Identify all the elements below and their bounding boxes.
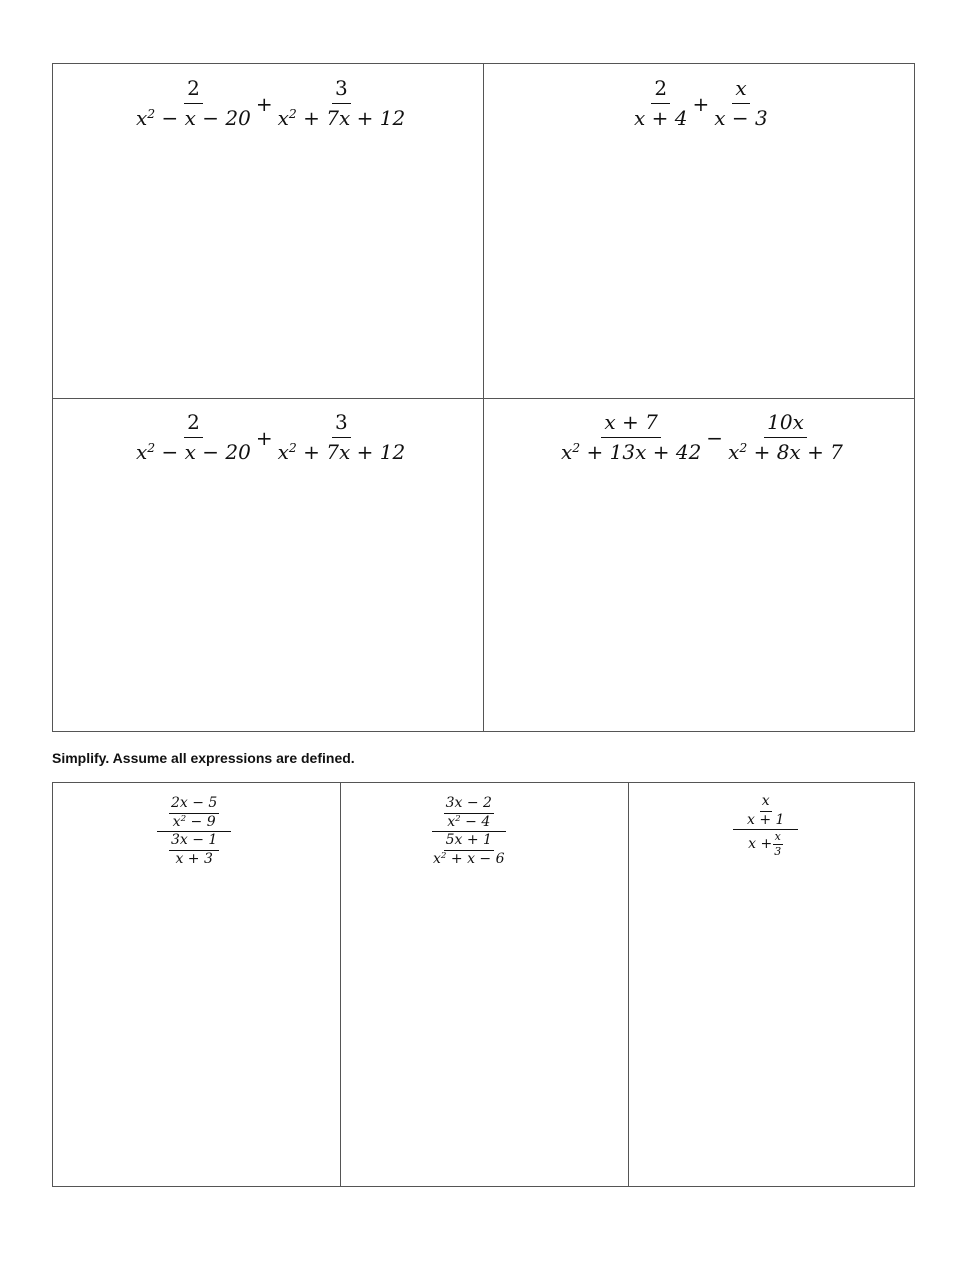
numerator: x + 7 — [601, 408, 660, 438]
instruction-text: Simplify. Assume all expressions are defined. — [52, 750, 355, 766]
denominator: x + 3 — [175, 850, 213, 867]
fraction — [275, 408, 409, 467]
problem-grid-top — [52, 63, 915, 732]
numerator: 10x — [764, 408, 807, 438]
fraction — [711, 74, 770, 133]
operator: + — [255, 425, 273, 450]
denominator: 3 — [774, 844, 782, 858]
denominator: $x^2 + 7x + 12$ — [277, 106, 406, 130]
complex-fraction-1 — [157, 795, 231, 868]
denominator: x + 4 — [634, 106, 688, 130]
grid-divider-horizontal — [53, 398, 914, 399]
denominator: $x^2 - x - 20$ — [136, 106, 251, 130]
numerator: 5x + 1 — [444, 832, 494, 851]
main-numerator — [733, 793, 798, 830]
denominator: $x^2 + 13x + 42$ — [561, 440, 702, 464]
numerator: x — [774, 830, 781, 843]
numerator: 2x − 5 — [169, 795, 219, 814]
main-fraction — [157, 795, 231, 868]
fraction — [275, 74, 409, 133]
fraction — [725, 408, 846, 467]
problem-3-expression — [133, 408, 408, 467]
numerator: 3 — [332, 74, 351, 104]
operator: + — [255, 91, 273, 116]
fraction — [133, 74, 254, 133]
denominator: $x^2 + 8x + 7$ — [728, 440, 843, 464]
numerator: 3 — [332, 408, 351, 438]
fraction — [169, 795, 219, 831]
fraction — [169, 832, 219, 868]
fraction — [745, 793, 786, 829]
problem-4-expression — [558, 408, 846, 467]
main-numerator — [432, 795, 506, 832]
main-fraction — [429, 795, 509, 868]
fraction — [558, 408, 704, 467]
numerator: 2 — [651, 74, 670, 104]
complex-fraction-2 — [429, 795, 509, 868]
operator: − — [706, 425, 724, 450]
grid-divider-vertical — [628, 783, 629, 1186]
denominator: $x^2 + x - 6$ — [433, 850, 505, 867]
main-fraction — [733, 793, 798, 859]
denominator: $x^2 + 7x + 12$ — [277, 440, 406, 464]
denominator-lead: x + — [748, 835, 773, 852]
numerator: x — [732, 74, 749, 104]
complex-fraction-3 — [733, 793, 798, 859]
fraction — [133, 408, 254, 467]
numerator: 3x − 2 — [444, 795, 494, 814]
numerator: 3x − 1 — [169, 832, 219, 851]
main-denominator — [746, 830, 785, 859]
numerator: 2 — [184, 74, 203, 104]
problem-1-expression — [133, 74, 408, 133]
denominator: x − 3 — [714, 106, 768, 130]
main-denominator — [167, 832, 221, 868]
denominator: $x^2 - x - 20$ — [136, 440, 251, 464]
fraction — [631, 74, 690, 133]
main-denominator — [429, 832, 509, 868]
problem-2-expression — [631, 74, 771, 133]
grid-divider-vertical — [340, 783, 341, 1186]
fraction — [444, 795, 494, 831]
denominator: x + 1 — [747, 811, 785, 828]
denominator: $x^2 - 9$ — [172, 813, 216, 830]
numerator: 2 — [184, 408, 203, 438]
numerator: x — [760, 793, 772, 812]
operator: + — [692, 91, 710, 116]
fraction — [431, 832, 507, 868]
main-numerator — [157, 795, 231, 832]
problem-grid-bottom — [52, 782, 915, 1187]
fraction — [772, 830, 783, 859]
denominator: $x^2 - 4$ — [447, 813, 491, 830]
